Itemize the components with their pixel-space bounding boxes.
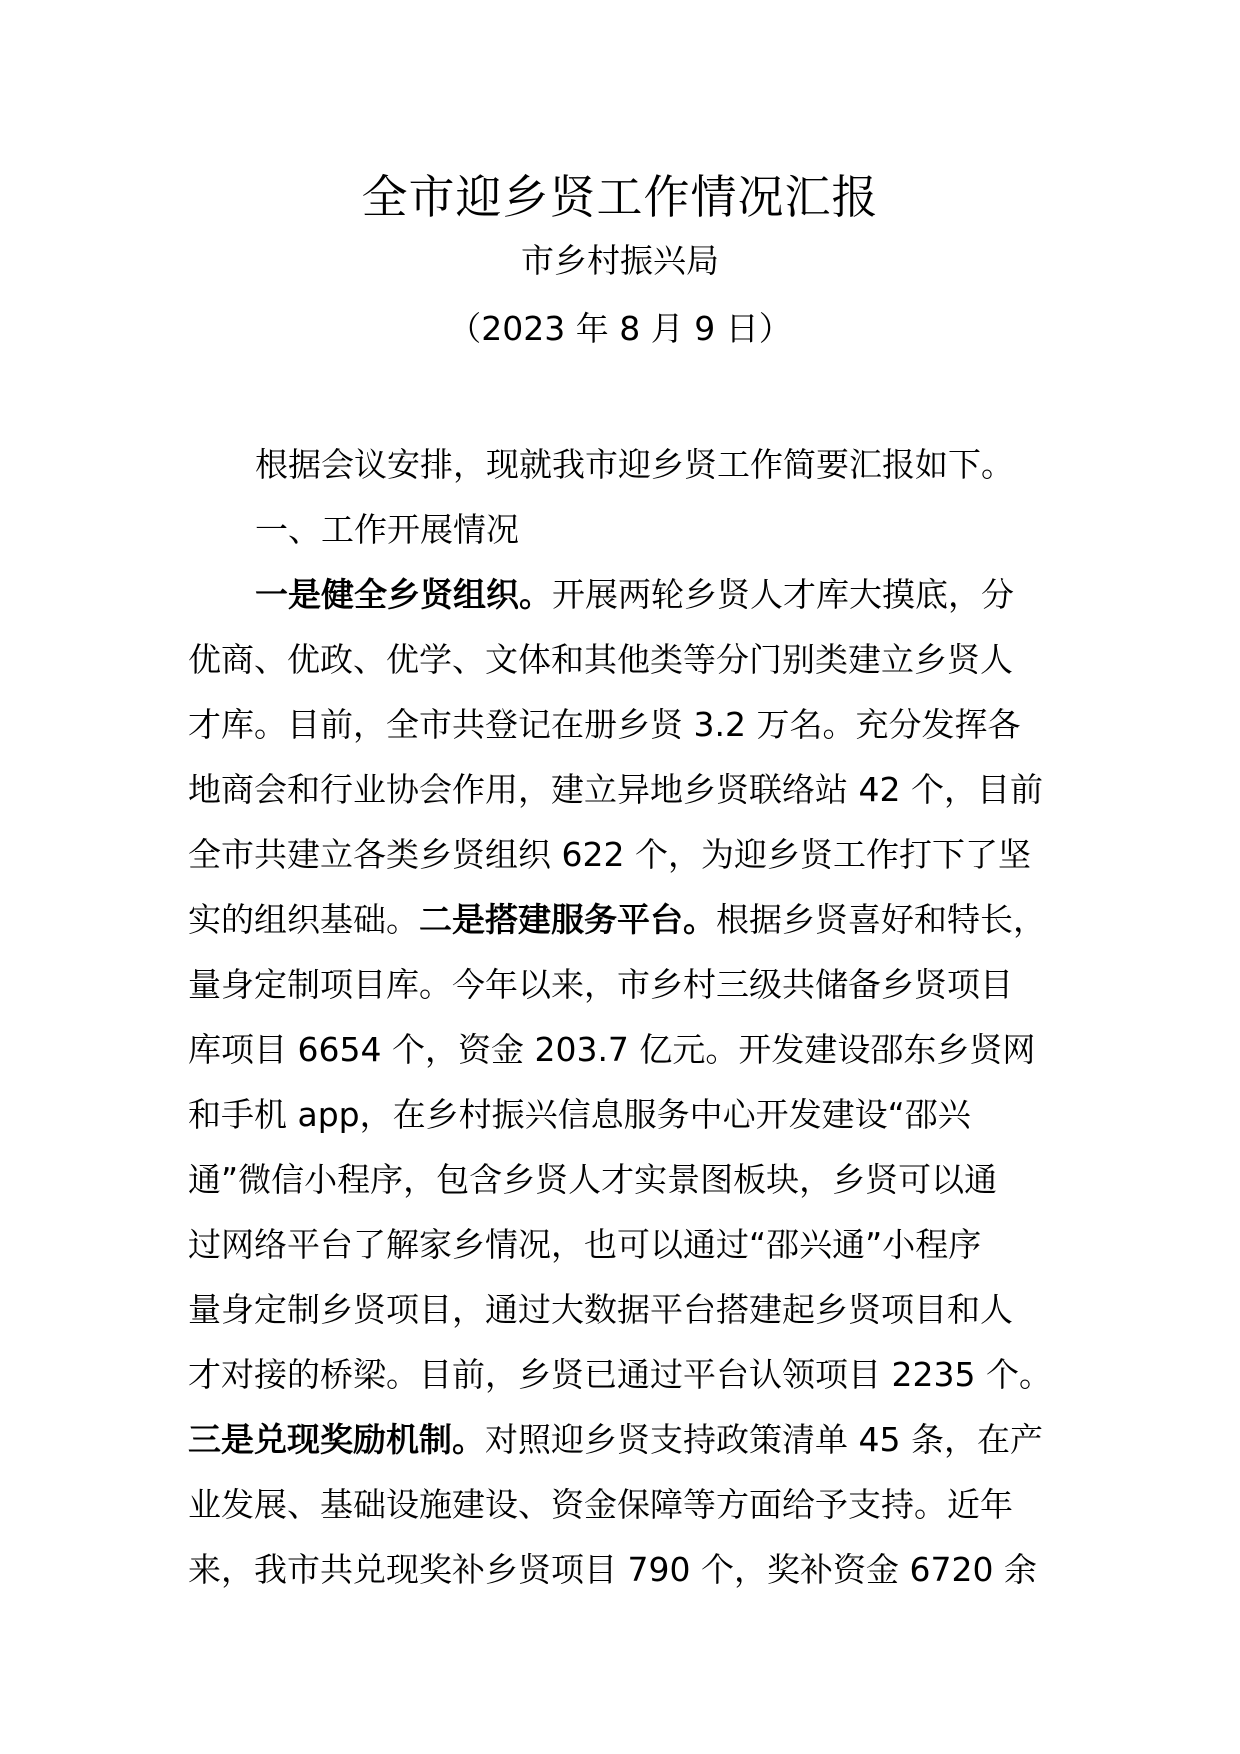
document-body [188,432,1088,1602]
body-line [188,887,1088,952]
intro-paragraph: 根据会议安排，现就我市迎乡贤工作简要汇报如下。 [255,445,1014,484]
body-line: 全市共建立各类乡贤组织 622 个，为迎乡贤工作打下了坚 [188,835,1031,874]
document-author: 市乡村振兴局 [521,241,719,280]
bold-lead: 二是搭建服务平台。 [419,900,716,939]
line-text: 实的组织基础。 [188,900,419,939]
body-line: 地商会和行业协会作用，建立异地乡贤联络站 42 个，目前 [188,770,1043,809]
body-line: 业发展、基础设施建设、资金保障等方面给予支持。近年 [188,1485,1013,1524]
bold-lead: 一是健全乡贤组织。 [255,575,552,614]
section-heading: 一、工作开展情况 [255,510,519,549]
body-line: 才对接的桥梁。目前，乡贤已通过平台认领项目 2235 个。 [188,1355,1052,1394]
body-line: 通”微信小程序，包含乡贤人才实景图板块，乡贤可以通 [188,1160,998,1199]
body-line: 才库。目前，全市共登记在册乡贤 3.2 万名。充分发挥各 [188,705,1021,744]
body-line [188,1407,1088,1472]
document-date: （2023 年 8 月 9 日） [448,309,792,348]
body-line: 量身定制乡贤项目，通过大数据平台搭建起乡贤项目和人 [188,1290,1013,1329]
body-line: 库项目 6654 个，资金 203.7 亿元。开发建设邵东乡贤网 [188,1030,1036,1069]
line-text: 根据乡贤喜好和特长， [716,900,1046,939]
body-line: 过网络平台了解家乡情况，也可以通过“邵兴通”小程序 [188,1225,982,1264]
body-line: 量身定制项目库。今年以来，市乡村三级共储备乡贤项目 [188,965,1013,1004]
bold-lead: 三是兑现奖励机制。 [188,1420,485,1459]
body-line: 优商、优政、优学、文体和其他类等分门别类建立乡贤人 [188,640,1013,679]
body-line: 和手机 app，在乡村振兴信息服务中心开发建设“邵兴 [188,1095,971,1134]
document-title: 全市迎乡贤工作情况汇报 [361,170,879,224]
line-text: 开展两轮乡贤人才库大摸底，分 [552,575,1014,614]
body-line: 来，我市共兑现奖补乡贤项目 790 个，奖补资金 6720 余 [188,1550,1037,1589]
line-text: 对照迎乡贤支持政策清单 45 条，在产 [485,1420,1043,1459]
body-line [188,562,1088,627]
